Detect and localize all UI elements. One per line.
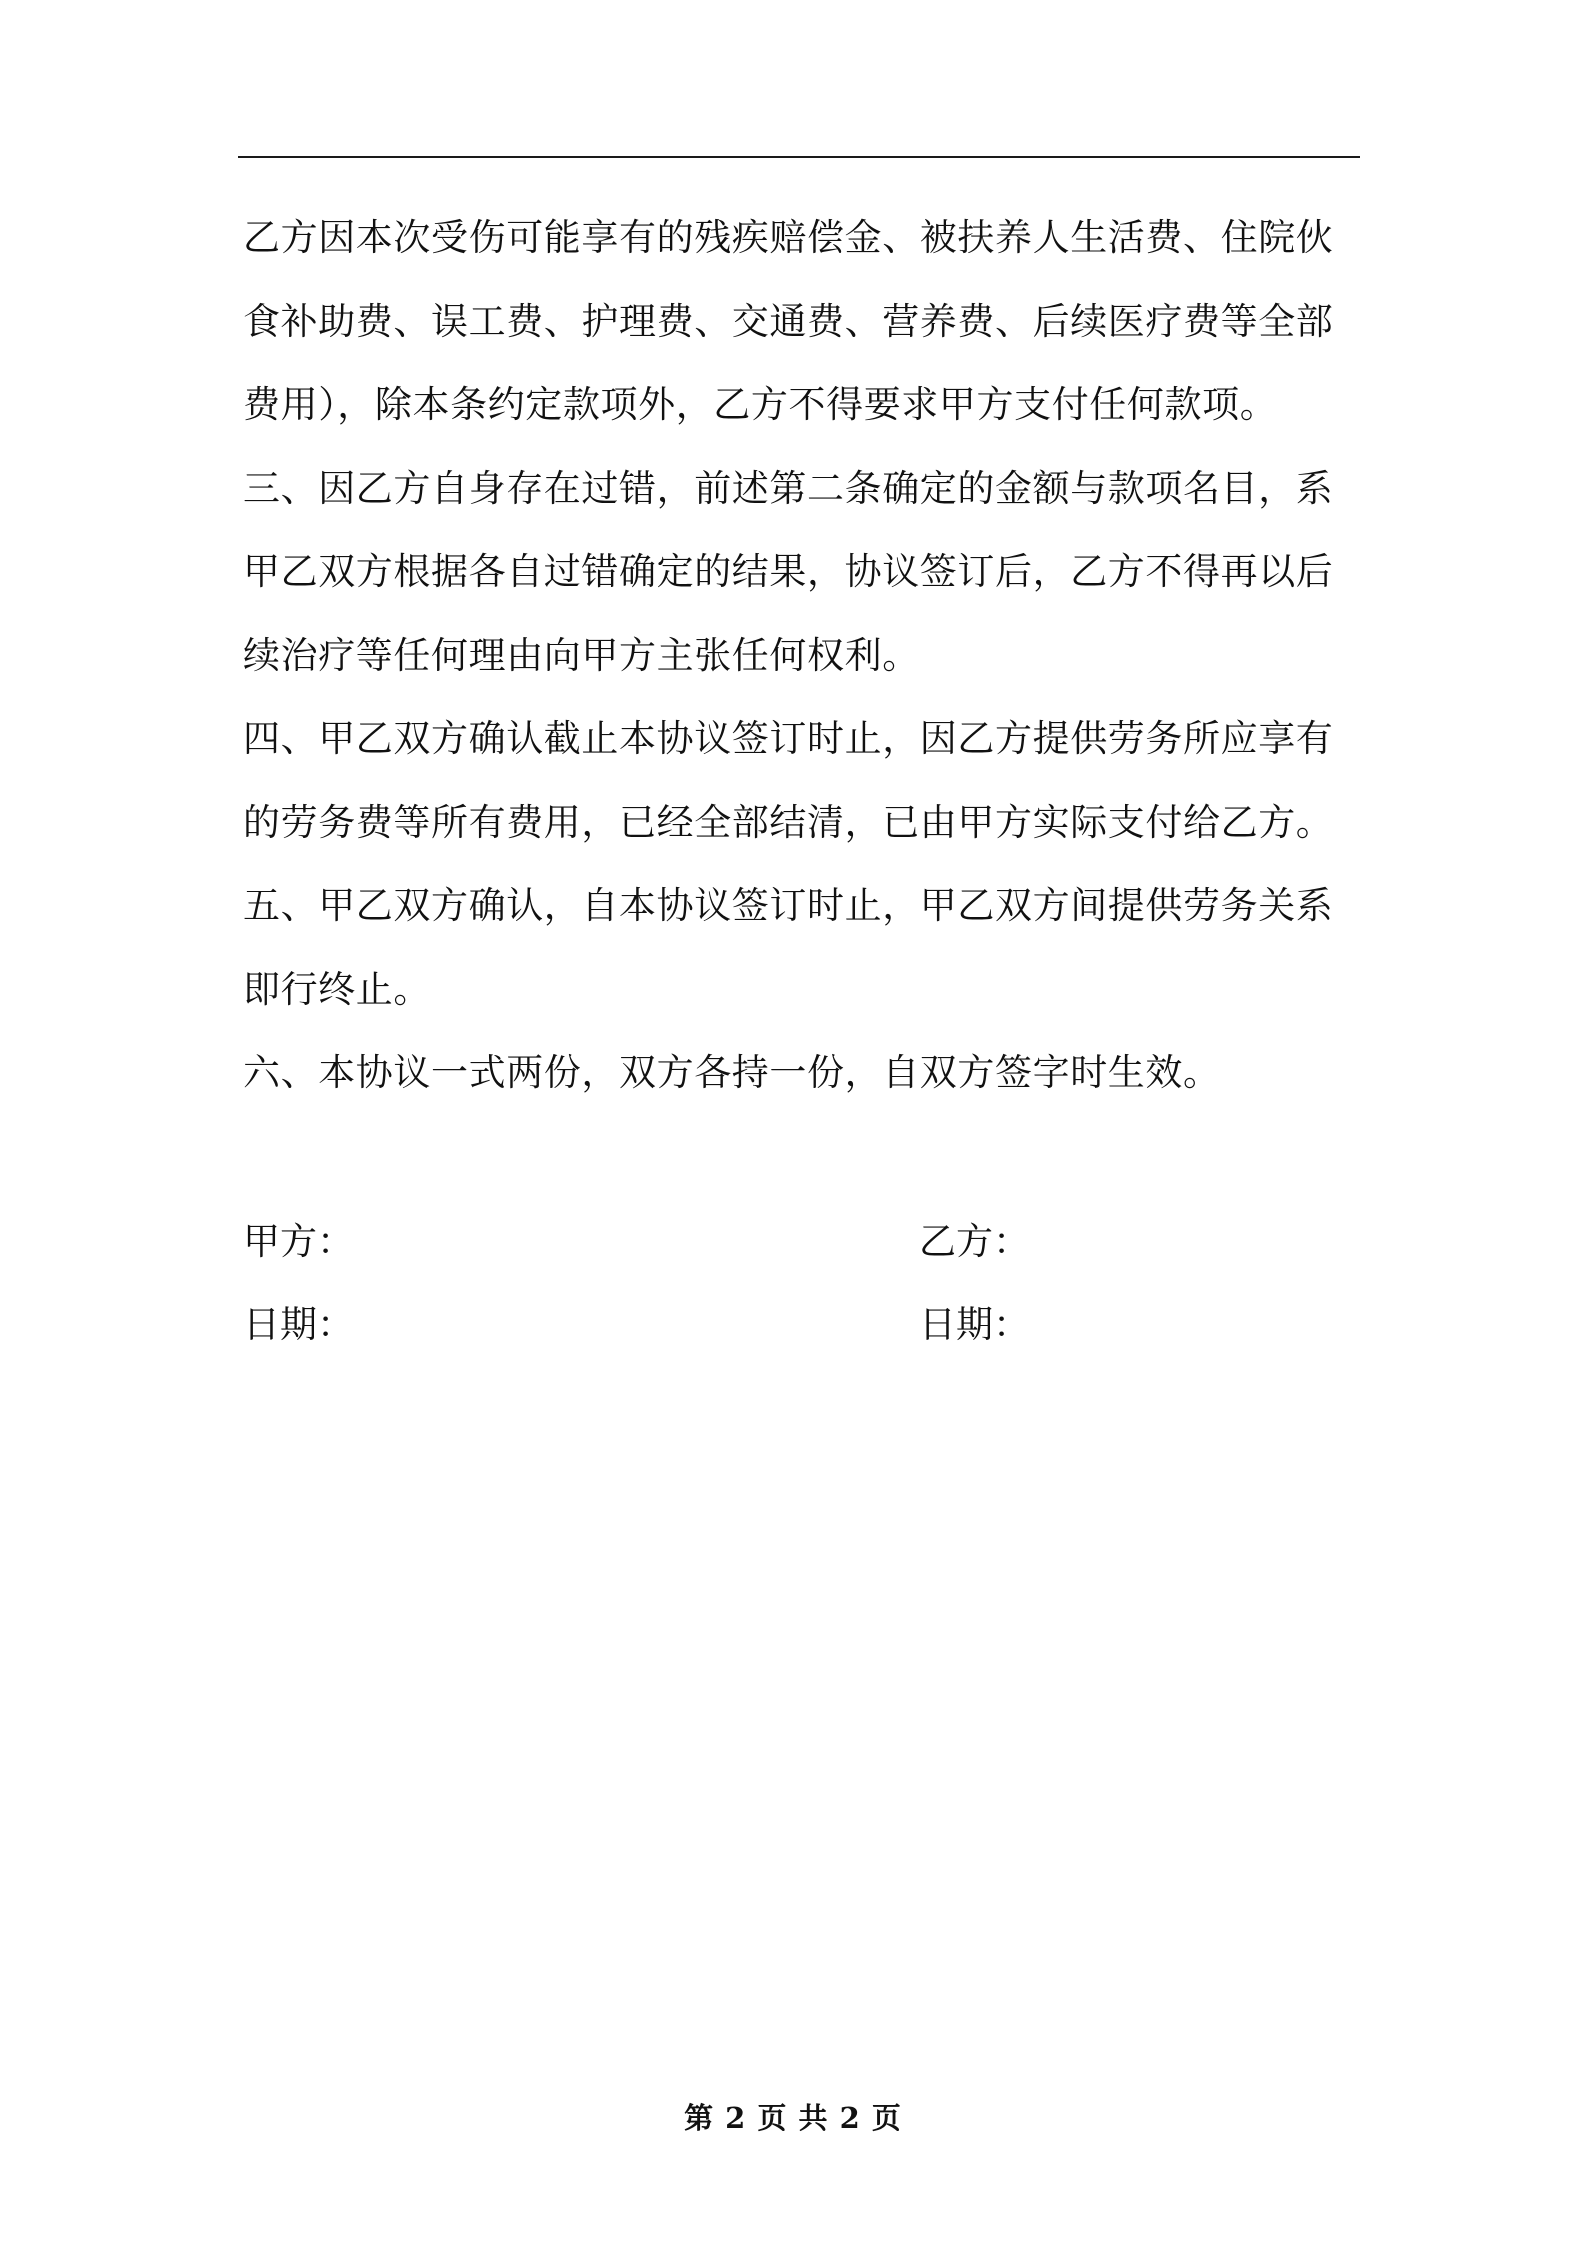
paragraph-clause-5: 五、甲乙双方确认，自本协议签订时止，甲乙双方间提供劳务关系即行终止。 xyxy=(243,884,1334,1011)
paragraph-clause-4: 四、甲乙双方确认截止本协议签订时止，因乙方提供劳务所应享有的劳务费等所有费用，已经全部结清，已由甲方实际支付给乙方。 xyxy=(243,717,1334,844)
signature-block xyxy=(243,1200,1363,1366)
signature-date-row xyxy=(243,1283,1363,1366)
party-a-label: 甲方： xyxy=(243,1220,354,1263)
date-right-label: 日期： xyxy=(919,1303,1030,1346)
paragraph-clause-3: 三、因乙方自身存在过错，前述第二条确定的金额与款项名目，系甲乙双方根据各自过错确定的结果，协议签订后，乙方不得再以后续治疗等任何理由向甲方主张任何权利。 xyxy=(243,466,1334,677)
agreement-body xyxy=(243,196,1363,1115)
header-divider xyxy=(238,156,1360,158)
page-number-footer: 第 2 页 共 2 页 xyxy=(684,2101,902,2135)
signature-party-row xyxy=(243,1200,1363,1283)
paragraph-fee-waiver: 乙方因本次受伤可能享有的残疾赔偿金、被扶养人生活费、住院伙食补助费、误工费、护理费、交通费、营养费、后续医疗费等全部费用），除本条约定款项外，乙方不得要求甲方支付任何款项。 xyxy=(243,216,1334,426)
date-left-label: 日期： xyxy=(243,1303,354,1346)
party-b-label: 乙方： xyxy=(919,1220,1030,1263)
paragraph-clause-6: 六、本协议一式两份，双方各持一份，自双方签字时生效。 xyxy=(243,1051,1221,1094)
